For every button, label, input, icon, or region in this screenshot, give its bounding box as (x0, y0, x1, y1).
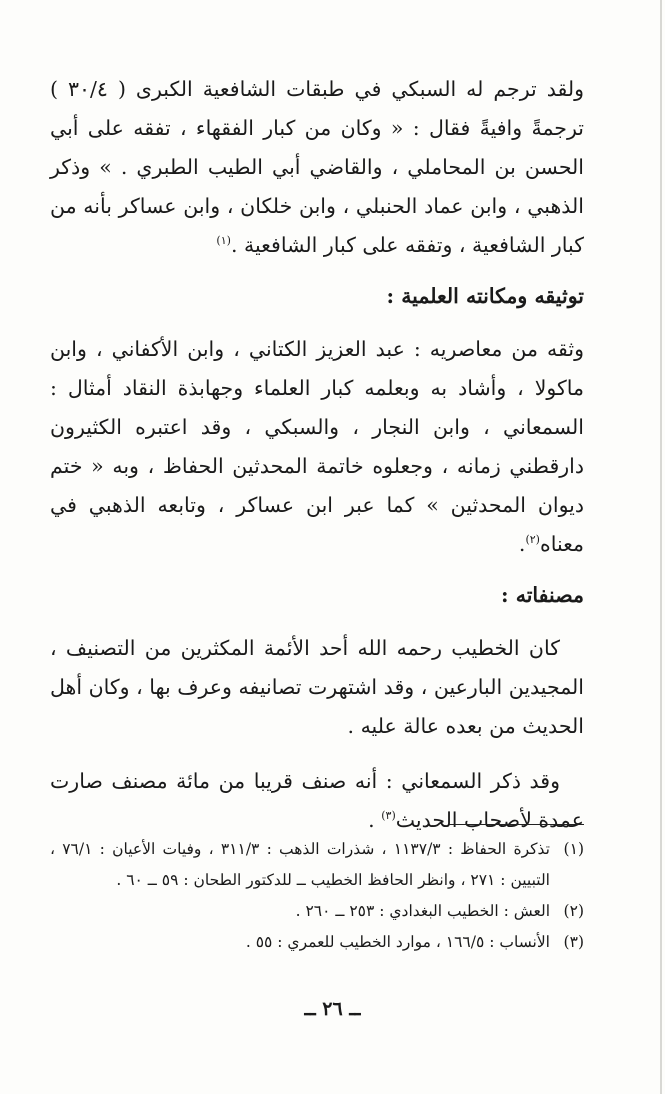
paragraph-samani-text: وقد ذكر السمعاني : أنه صنف قريبا من مائة مصنف صارت عمدة لأصحاب الحديث (50, 769, 584, 832)
footnote-text: تذكرة الحفاظ : ١١٣٧/٣ ، شذرات الذهب : ٣١١/٣ ، وفيات الأعيان : ٧٦/١ ، التبيين : ٢٧١ ، وانظر الحافظ الخطيب ــ للدكتور الطحان : ٥٩ ــ ٦٠ . (50, 840, 550, 889)
paragraph-biography-text: ولقد ترجم له السبكي في طبقات الشافعية الكبرى ( ٣٠/٤ ) ترجمةً وافيةً فقال : « وكان من كبار الفقهاء ، تفقه على أبي الحسن بن المحاملي ، والقاضي أبي الطيب الطبري . » وذكر الذهبي ، وابن عماد الحنبلي ، وابن خلكان ، وابن عساكر بأنه من كبار الشافعية ، وتفقه على كبار الشافعية . (50, 77, 585, 257)
footnote-item (50, 927, 584, 958)
paragraph-trustworthiness (50, 330, 584, 564)
footnote-text: العش : الخطيب البغدادي : ٢٥٣ ــ ٢٦٠ . (295, 902, 550, 920)
footnote-number: (٣) (563, 933, 584, 951)
footnote-divider (449, 824, 584, 825)
footnote-item (50, 834, 584, 896)
scan-edge (660, 0, 662, 1094)
page-number: ــ ٢٦ ــ (304, 998, 361, 1020)
paragraph-trustworthiness-text: وثقه من معاصريه : عبد العزيز الكتاني ، وابن الأكفاني ، وابن ماكولا ، وأشاد به وبعلمه كبار العلماء وجهابذة النقاد أمثال : السمعاني ، وابن النجار ، والسبكي ، وقد اعتبره الكثيرون دارقطني زمانه ، وجعلوه خاتمة المحدثين الحفاظ ، وبه « ختم ديوان المحدثين » كما عبر ابن عساكر ، وتابعه الذهبي في معناه (50, 337, 584, 556)
footnote-text: الأنساب : ١٦٦/٥ ، موارد الخطيب للعمري : ٥٥ . (245, 933, 550, 951)
paragraph-samani-end: . (368, 808, 382, 832)
section-heading-works: مصنفاته : (501, 583, 584, 607)
footnote-ref-3: (٣) (381, 809, 396, 823)
footnote-number: (٢) (563, 902, 584, 920)
footnote-ref-2: (٢) (525, 533, 540, 547)
paragraph-trustworthiness-end: . (518, 532, 526, 556)
page-body (50, 70, 584, 840)
paragraph-biography (50, 70, 584, 265)
footnote-item (50, 896, 584, 927)
paragraph-works: كان الخطيب رحمه الله أحد الأئمة المكثرين من التصنيف ، المجيدين البارعين ، وقد اشتهرت تصانيفه وعرف بها ، وكان أهل الحديث من بعده عالة عليه . (50, 636, 584, 738)
footnote-number: (١) (563, 840, 584, 858)
footnotes-section (50, 824, 584, 958)
section-heading-trustworthiness: توثيقه ومكانته العلمية : (386, 284, 584, 308)
footnote-ref-1: (١) (216, 234, 231, 248)
